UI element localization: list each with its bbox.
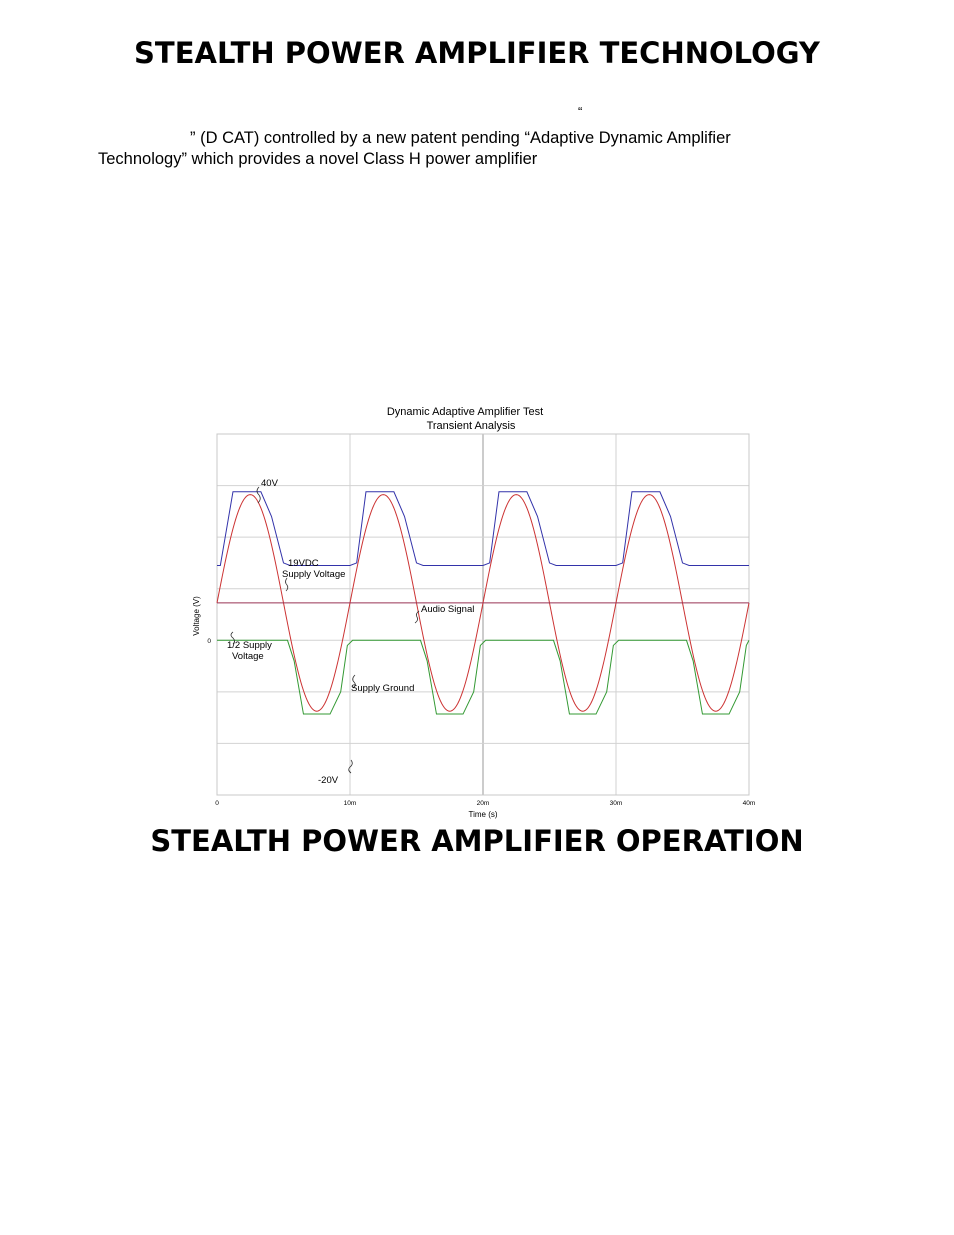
paragraph-line-1: ” (D CAT) controlled by a new patent pending “Adaptive Dynamic Amplifier bbox=[190, 129, 731, 147]
annotation-40v: 40V bbox=[261, 478, 278, 489]
annotation-minus-20v: -20V bbox=[318, 775, 339, 786]
annotation-audio-signal: Audio Signal bbox=[421, 604, 475, 615]
chart-subtitle: Transient Analysis bbox=[426, 420, 516, 432]
stray-quote-mark: “ bbox=[578, 104, 583, 119]
x-axis-label: Time (s) bbox=[468, 810, 498, 819]
x-tick-label: 0 bbox=[215, 800, 219, 807]
y-tick-labels bbox=[207, 638, 211, 645]
chart-title: Dynamic Adaptive Amplifier Test bbox=[386, 406, 544, 418]
annotation-supply-ground: Supply Ground bbox=[351, 683, 415, 694]
page-title: STEALTH POWER AMPLIFIER TECHNOLOGY bbox=[134, 36, 820, 70]
y-axis-label: Voltage (V) bbox=[192, 596, 201, 636]
annotation-19vdc: 19VDC bbox=[288, 558, 319, 569]
annotation-supply-voltage: Supply Voltage bbox=[282, 569, 346, 580]
x-tick-labels bbox=[215, 800, 755, 807]
x-tick-label: 40m bbox=[742, 800, 756, 807]
transient-analysis-chart bbox=[185, 398, 765, 824]
chart-svg bbox=[185, 398, 765, 824]
annotation-half-supply-voltage: Voltage bbox=[232, 651, 264, 662]
paragraph-line-2: Technology” which provides a novel Class H power amplifier bbox=[98, 150, 538, 168]
x-tick-label: 30m bbox=[609, 800, 623, 807]
chart-grid bbox=[217, 434, 749, 795]
annotation-half-supply: 1/2 Supply bbox=[227, 640, 272, 651]
y-tick-label: 0 bbox=[207, 637, 211, 645]
section-heading-operation: STEALTH POWER AMPLIFIER OPERATION bbox=[150, 824, 804, 858]
x-tick-label: 10m bbox=[343, 800, 357, 807]
annotation-layer bbox=[227, 478, 474, 786]
x-tick-label: 20m bbox=[476, 800, 490, 807]
